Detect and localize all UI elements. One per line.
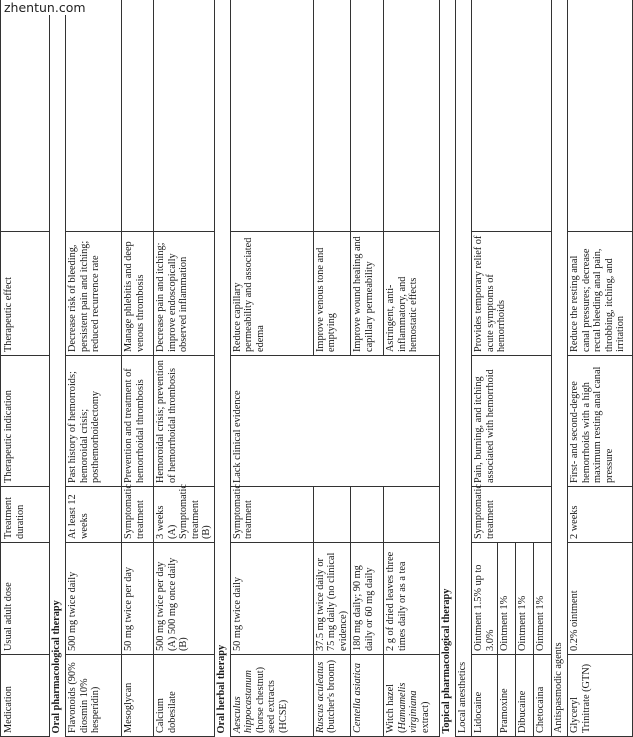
section-oral-herbal: Oral herbal therapy bbox=[214, 0, 230, 737]
cell-effect: Reduce the resting anal canal pressures; decrease rectal bleeding anal pain, throbbing, itching, and irritation bbox=[568, 232, 633, 356]
cell-duration: 2 weeks bbox=[568, 487, 633, 543]
cell-blank bbox=[472, 0, 552, 232]
cell-blank bbox=[351, 0, 384, 232]
cell-duration: Symptomatic treatment bbox=[122, 487, 154, 543]
cell-duration: 3 weeks (A) Symptomatic treatment (B) bbox=[154, 487, 215, 543]
table-row bbox=[122, 0, 154, 737]
cell-dose: 0.2% ointment bbox=[568, 543, 633, 655]
cell-indication: Pain, burning, and itching associated with hemorrhoid bbox=[472, 356, 552, 487]
cell-blank bbox=[122, 0, 154, 232]
header-dose: Usual adult dose bbox=[1, 543, 50, 655]
cell-medication bbox=[313, 655, 351, 737]
cell-dose: Ointment 1% bbox=[498, 543, 516, 655]
cell-medication: Glyceryl Trinitrate (GTN) bbox=[568, 655, 633, 737]
cell-dose: Ointment 1.5% up to 3.0% bbox=[472, 543, 498, 655]
cell-effect: Astringent, anti-inflammatory, and hemostatic effects bbox=[384, 232, 440, 356]
cell-duration bbox=[351, 487, 384, 543]
cell-medication: Lidocaine bbox=[472, 655, 498, 737]
cell-medication: Pramoxine bbox=[498, 655, 516, 737]
cell-dose: Ointment 1% bbox=[516, 543, 534, 655]
latin-name: Centella asiatica bbox=[352, 662, 364, 733]
header-indication: Therapeutic indication bbox=[1, 356, 50, 487]
cell-indication: Hemoroidal crisis; prevention of hemorrhoidal thrombosis bbox=[154, 356, 215, 487]
table-row bbox=[66, 0, 122, 737]
cell-medication: Mesoglycan bbox=[122, 655, 154, 737]
section-row bbox=[440, 0, 456, 737]
section-row bbox=[214, 0, 230, 737]
cell-dose: 2 g of dried leaves three times daily or as a tea bbox=[384, 543, 440, 655]
cell-duration: At least 12 weeks bbox=[66, 487, 122, 543]
cell-medication: Calcium dobesilate bbox=[154, 655, 215, 737]
table-row bbox=[230, 0, 313, 737]
common-name: (horse chestnut) seed extracts (HCSE) bbox=[254, 666, 289, 733]
cell-duration: Symptomatic treatment bbox=[472, 487, 552, 543]
header-duration: Treatment duration bbox=[1, 487, 50, 543]
section-topical: Topical pharmacological therapy bbox=[440, 0, 456, 737]
cell-effect: Decrease pain and itching; improve endoscopically observed inflammation bbox=[154, 232, 215, 356]
cell-dose: Ointment 1% bbox=[534, 543, 552, 655]
header-medication: Medication bbox=[1, 655, 50, 737]
cell-indication: First- and second-degree hemorrhoids with a high maximum resting anal canal pressure bbox=[568, 356, 633, 487]
cell-duration bbox=[384, 487, 440, 543]
subsection-local-anesthetics: Local anesthetics bbox=[456, 0, 472, 737]
cell-blank bbox=[384, 0, 440, 232]
latin-name: Aesculus hippocastanum bbox=[231, 670, 255, 733]
common-name: Witch hazel ( bbox=[385, 683, 408, 733]
cell-duration: Symptomatic treatment bbox=[230, 487, 313, 543]
cell-blank bbox=[154, 0, 215, 232]
cell-medication: Flavonoids (90% diosmin 10% hesperidin) bbox=[66, 655, 122, 737]
header-blank bbox=[1, 0, 50, 232]
cell-dose: 500 mg twice per day (A) 500 mg once daily (B) bbox=[154, 543, 215, 655]
latin-name: Hamamelis virginiana bbox=[396, 682, 420, 733]
cell-effect: Decrease risk of bleeding, persistent pain and itching; reduced recurrence rate bbox=[66, 232, 122, 356]
cell-indication: Prevention and treatment of hemorrhoidal thrombosis bbox=[122, 356, 154, 487]
latin-name: Ruscus aculeatus bbox=[314, 661, 326, 733]
common-name: (butcher's broom) bbox=[326, 659, 338, 733]
cell-medication: Dibucaine bbox=[516, 655, 534, 737]
cell-indication: Past history of hemorroids; hemoroidal crisis; posthemorhoidectomy bbox=[66, 356, 122, 487]
cell-blank bbox=[66, 0, 122, 232]
cell-effect: Improve wound healing and capillary permeability bbox=[351, 232, 384, 356]
cell-dose: 180 mg daily; 90 mg daily or 60 mg daily bbox=[351, 543, 384, 655]
subsection-row bbox=[456, 0, 472, 737]
section-oral-pharmacological: Oral pharmacological therapy bbox=[50, 0, 66, 737]
header-effect: Therapeutic effect bbox=[1, 232, 50, 356]
cell-effect: Manage phlebitis and deep venous thrombosis bbox=[122, 232, 154, 356]
cell-blank bbox=[568, 0, 633, 232]
cell-blank bbox=[230, 0, 313, 232]
subsection-antispasmodic: Antispasmodic agents bbox=[552, 0, 568, 737]
cell-dose: 50 mg twice daily bbox=[230, 543, 313, 655]
cell-medication bbox=[384, 655, 440, 737]
cell-medication bbox=[351, 655, 384, 737]
cell-blank bbox=[313, 0, 351, 232]
watermark: zhentun.com bbox=[4, 0, 86, 15]
table-row bbox=[472, 0, 498, 737]
header-row bbox=[1, 0, 50, 737]
cell-dose: 50 mg twice per day bbox=[122, 543, 154, 655]
table-row bbox=[568, 0, 633, 737]
cell-effect: Improve venous tone and emptying bbox=[313, 232, 351, 356]
cell-indication: Lack clinical evidence bbox=[230, 356, 440, 487]
cell-effect: Provides temporary relief of acute symptoms of hemorrhoids bbox=[472, 232, 552, 356]
cell-dose: 500 mg twice daily bbox=[66, 543, 122, 655]
cell-medication bbox=[230, 655, 313, 737]
cell-duration bbox=[313, 487, 351, 543]
common-name-suffix: extract) bbox=[419, 701, 431, 733]
cell-effect: Reduce capillary permeability and associated edema bbox=[230, 232, 313, 356]
section-row bbox=[50, 0, 66, 737]
cell-dose: 37.5 mg twice daily or 75 mg daily (no clinical evidence) bbox=[313, 543, 351, 655]
subsection-row bbox=[552, 0, 568, 737]
table-row bbox=[154, 0, 215, 737]
cell-medication: Chetocaina bbox=[534, 655, 552, 737]
